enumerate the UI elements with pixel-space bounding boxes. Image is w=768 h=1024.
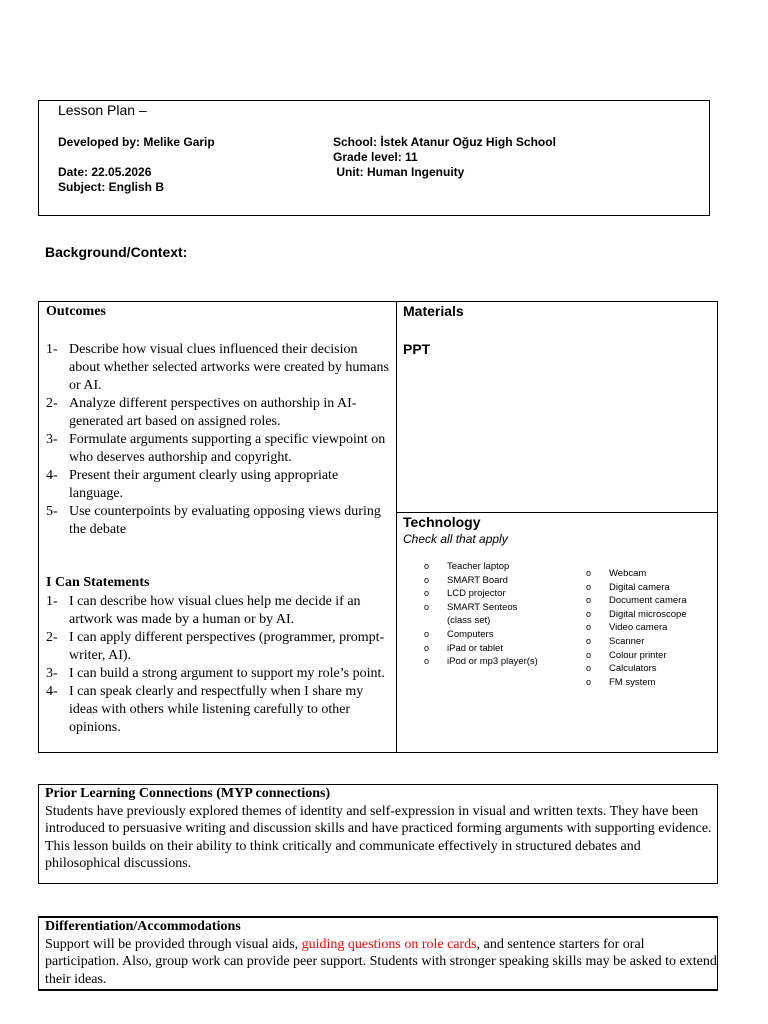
- list-item: [46, 593, 392, 629]
- list-item: [586, 581, 714, 595]
- lesson-plan-title: Lesson Plan –: [58, 102, 147, 118]
- list-item: [586, 635, 714, 649]
- technology-item: LCD projector: [447, 588, 506, 600]
- list-number: 4-: [46, 468, 58, 483]
- list-item: [586, 662, 714, 676]
- bullet-icon: o: [424, 642, 430, 653]
- differentiation-heading: Differentiation/Accommodations: [45, 919, 241, 934]
- lesson-date: Date: 22.05.2026: [58, 165, 152, 179]
- list-item: [424, 560, 574, 574]
- bullet-icon: o: [424, 601, 430, 612]
- prior-learning-text: Students have previously explored themes of identity and self-expression in visual and written texts. They have been introduced to persuasive writing and discussion skills and have practiced forming arguments with supporting evidence. This lesson builds on their ability to think critically and communicate effectively in structured debates and philosophical discussions.: [45, 803, 712, 871]
- technology-item: Video camera: [609, 622, 668, 634]
- technology-item: Calculators: [609, 663, 657, 675]
- technology-item: SMART Senteos (class set): [447, 601, 518, 627]
- bullet-icon: o: [424, 628, 430, 639]
- table-column-divider: [396, 301, 397, 753]
- list-number: 4-: [46, 684, 58, 699]
- ican-heading: I Can Statements: [46, 575, 150, 590]
- bullet-icon: o: [586, 568, 592, 578]
- technology-item: Computers: [447, 628, 494, 640]
- technology-subheading: Check all that apply: [403, 532, 508, 546]
- bullet-icon: o: [586, 649, 592, 660]
- technology-list-right: [586, 567, 714, 689]
- table-row-divider: [396, 512, 718, 513]
- list-item: [46, 503, 392, 539]
- bullet-icon: o: [424, 574, 430, 585]
- outcome-text: Use counterpoints by evaluating opposing views during the debate: [69, 504, 381, 537]
- technology-list-left: [424, 560, 574, 669]
- outcomes-heading: Outcomes: [46, 304, 106, 319]
- list-number: 3-: [46, 666, 58, 681]
- school-name: School: İstek Atanur Oğuz High School: [333, 135, 556, 149]
- list-item: [46, 629, 392, 665]
- ican-text: I can build a strong argument to support my role’s point.: [69, 666, 385, 681]
- list-item: [424, 601, 574, 628]
- technology-item: iPad or tablet: [447, 642, 503, 654]
- list-number: 1-: [46, 342, 58, 357]
- list-item: [424, 655, 574, 669]
- bullet-icon: o: [424, 588, 430, 599]
- bullet-icon: o: [424, 561, 430, 571]
- prior-learning-section: [45, 785, 717, 873]
- bullet-icon: o: [424, 656, 430, 667]
- differentiation-text-part: , and sentence starters for oral participation. Also, group work can provide peer support. Students with stronger speaking skills may be asked to extend their ideas.: [45, 936, 717, 987]
- bullet-icon: o: [586, 581, 592, 592]
- bullet-icon: o: [586, 622, 592, 633]
- ican-text: I can apply different perspectives (programmer, prompt-writer, AI).: [69, 630, 385, 663]
- bullet-icon: o: [586, 608, 592, 619]
- unit-name: Unit: Human Ingenuity: [333, 165, 465, 179]
- differentiation-text-part: Support will be provided through visual aids,: [45, 936, 302, 952]
- differentiation-section: [45, 918, 717, 988]
- technology-item: Document camera: [609, 595, 687, 607]
- list-item: [586, 594, 714, 608]
- list-item: [586, 676, 714, 690]
- list-number: 2-: [46, 630, 58, 645]
- list-number: 2-: [46, 396, 58, 411]
- list-item: [46, 467, 392, 503]
- bullet-icon: o: [586, 635, 592, 646]
- ican-text: I can speak clearly and respectfully when I share my ideas with others while listening carefully to other opinions.: [69, 684, 364, 735]
- technology-item: Webcam: [609, 568, 647, 579]
- list-item: [586, 621, 714, 635]
- outcome-text: Present their argument clearly using appropriate language.: [69, 468, 339, 501]
- differentiation-text: [45, 936, 717, 989]
- list-item: [424, 628, 574, 642]
- list-number: 5-: [46, 504, 58, 519]
- technology-item: Teacher laptop: [447, 561, 510, 572]
- developed-by: Developed by: Melike Garip: [58, 135, 215, 149]
- materials-heading: Materials: [403, 303, 464, 319]
- technology-item: Digital camera: [609, 581, 670, 593]
- materials-item: PPT: [403, 341, 431, 357]
- outcome-text: Formulate arguments supporting a specific viewpoint on who deserves authorship and copyright.: [69, 432, 386, 465]
- prior-learning-heading: Prior Learning Connections (MYP connections): [45, 786, 331, 801]
- technology-item: Scanner: [609, 635, 645, 647]
- technology-item: Colour printer: [609, 649, 667, 661]
- bullet-icon: o: [586, 676, 592, 687]
- technology-item: Digital microscope: [609, 608, 687, 620]
- technology-heading: Technology: [403, 514, 481, 530]
- outcomes-list: [46, 341, 392, 539]
- list-item: [586, 608, 714, 622]
- list-item: [424, 642, 574, 656]
- list-item: [424, 574, 574, 588]
- list-item: [46, 683, 392, 737]
- ican-list: [46, 593, 392, 737]
- technology-item: iPod or mp3 player(s): [447, 656, 538, 668]
- list-item: [46, 341, 392, 395]
- list-number: 3-: [46, 432, 58, 447]
- list-item: [586, 567, 714, 581]
- list-item: [424, 587, 574, 601]
- bullet-icon: o: [586, 595, 592, 606]
- background-context-heading: Background/Context:: [45, 244, 188, 260]
- lesson-subject: Subject: English B: [58, 180, 165, 194]
- outcome-text: Analyze different perspectives on authorship in AI-generated art based on assigned roles.: [69, 396, 357, 429]
- highlighted-text: guiding questions on role cards: [301, 936, 477, 952]
- ican-text: I can describe how visual clues help me decide if an artwork was made by a human or by AI.: [69, 594, 361, 627]
- bullet-icon: o: [586, 663, 592, 674]
- list-item: [46, 395, 392, 431]
- technology-item: FM system: [609, 676, 656, 688]
- grade-level: Grade level: 11: [333, 150, 418, 164]
- list-item: [586, 649, 714, 663]
- list-item: [46, 665, 392, 683]
- outcome-text: Describe how visual clues influenced their decision about whether selected artworks were created by humans or AI.: [69, 342, 389, 393]
- technology-item: SMART Board: [447, 574, 508, 586]
- list-number: 1-: [46, 594, 58, 609]
- list-item: [46, 431, 392, 467]
